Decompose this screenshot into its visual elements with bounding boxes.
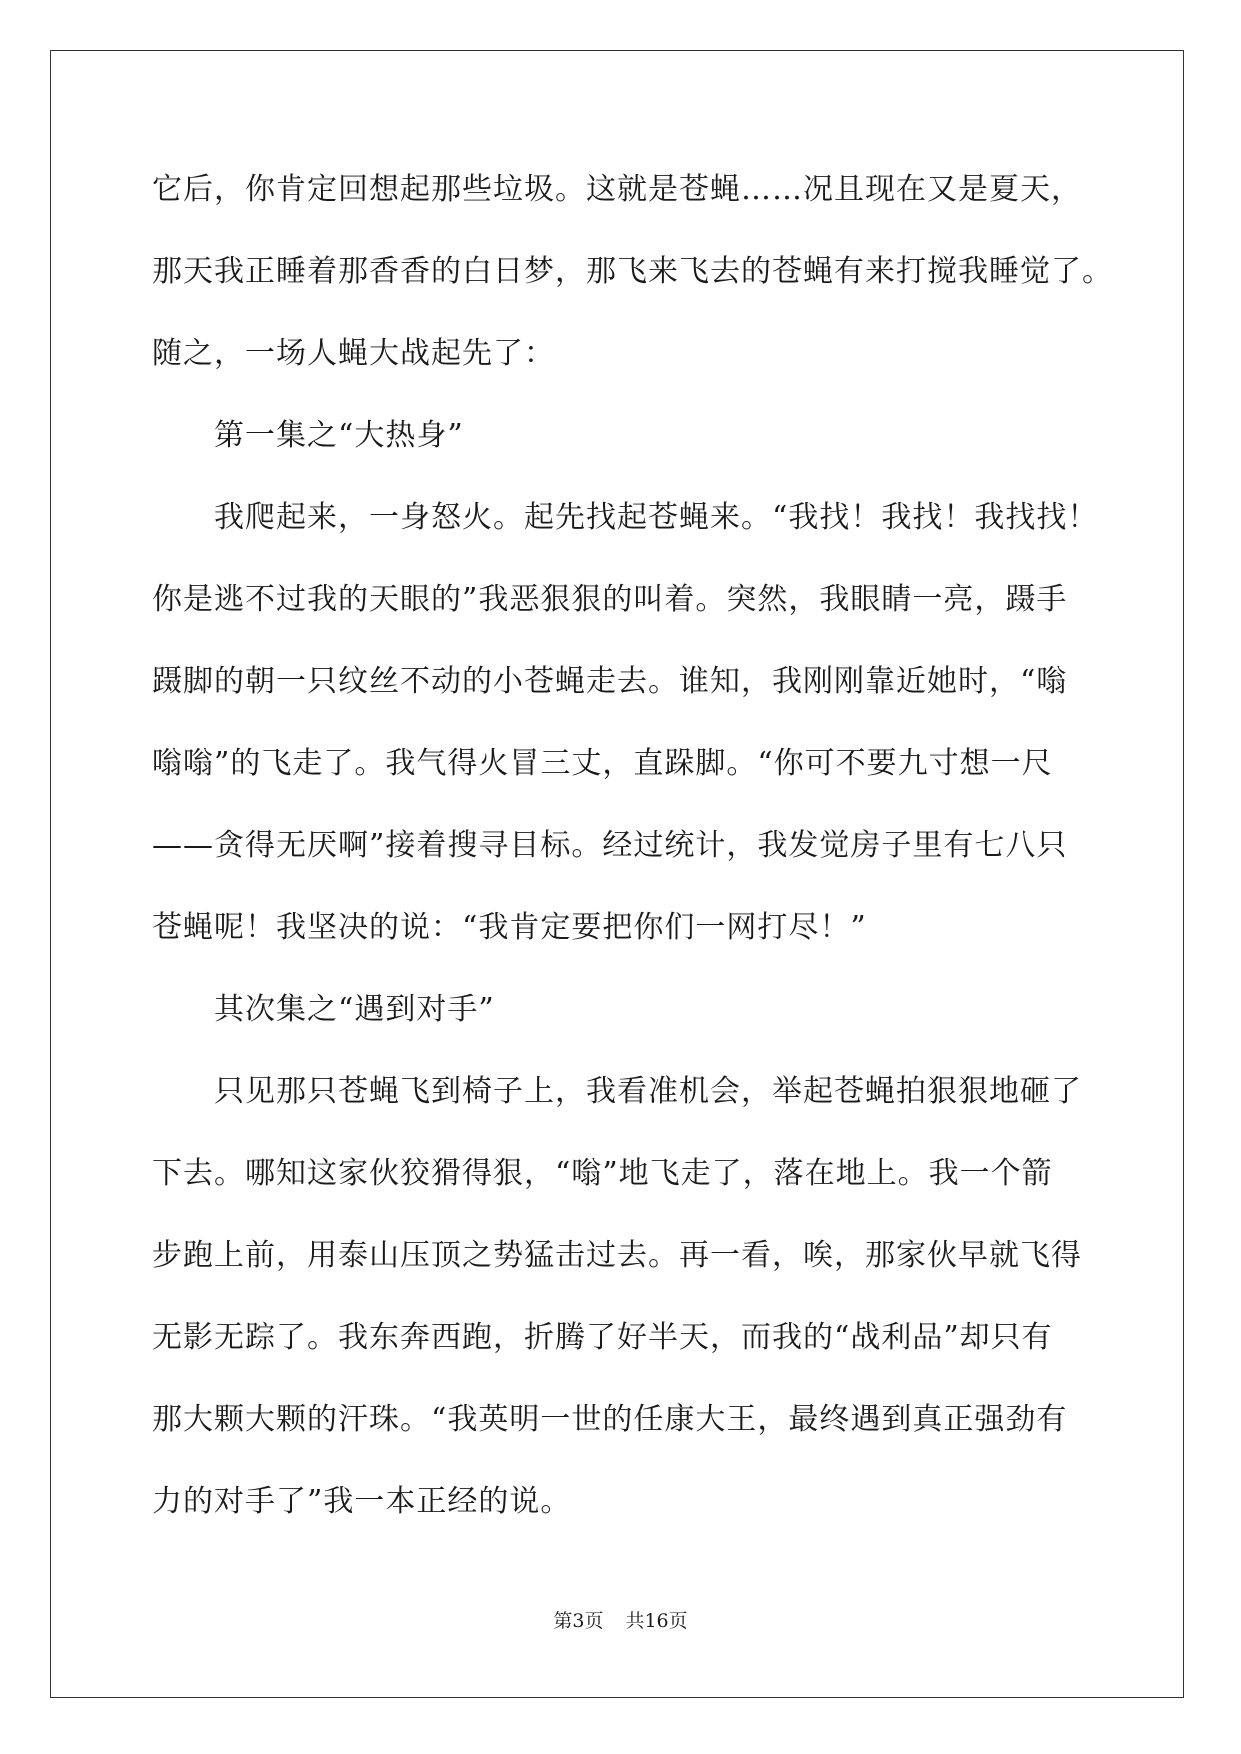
text-line: 我爬起来，一身怒火。起先找起苍蝇来。“我找！我找！我找找！ [214, 500, 1099, 535]
text-line: 只见那只苍蝇飞到椅子上，我看准机会，举起苍蝇拍狠狠地砸了 [214, 1074, 1082, 1109]
text-line: ——贪得无厌啊”接着搜寻目标。经过统计，我发觉房子里有七八只 [152, 828, 1068, 863]
text-line: 下去。哪知这家伙狡猾得狠，“嗡”地飞走了，落在地上。我一个箭 [152, 1156, 1053, 1191]
text-line: 嗡嗡”的飞走了。我气得火冒三丈，直跺脚。“你可不要九寸想一尺 [152, 746, 1053, 781]
text-line: 它后，你肯定回想起那些垃圾。这就是苍蝇……况且现在又是夏天， [152, 172, 1082, 207]
text-line: 苍蝇呢！我坚决的说：“我肯定要把你们一网打尽！” [152, 910, 867, 945]
text-line: 力的对手了”我一本正经的说。 [152, 1484, 572, 1519]
text-line: 你是逃不过我的天眼的”我恶狠狠的叫着。突然，我眼睛一亮，蹑手 [152, 582, 1068, 617]
page-number: 第3页 [553, 1610, 604, 1632]
section-heading: 第一集之“大热身” [214, 418, 464, 453]
text-line: 那天我正睡着那香香的白日梦，那飞来飞去的苍蝇有来打搅我睡觉了。 [152, 254, 1113, 289]
page-total: 共16页 [625, 1610, 688, 1632]
page-footer [0, 1606, 1241, 1633]
text-line: 无影无踪了。我东奔西跑，折腾了好半天，而我的“战利品”却只有 [152, 1320, 1053, 1355]
document-body [152, 160, 1113, 1554]
text-line: 蹑脚的朝一只纹丝不动的小苍蝇走去。谁知，我刚刚靠近她时，“嗡 [152, 664, 1068, 699]
text-line: 那大颗大颗的汗珠。“我英明一世的任康大王，最终遇到真正强劲有 [152, 1402, 1068, 1437]
text-line: 步跑上前，用泰山压顶之势猛击过去。再一看，唉，那家伙早就飞得 [152, 1238, 1082, 1273]
text-line: 随之，一场人蝇大战起先了： [152, 336, 555, 371]
section-heading: 其次集之“遇到对手” [214, 992, 495, 1027]
